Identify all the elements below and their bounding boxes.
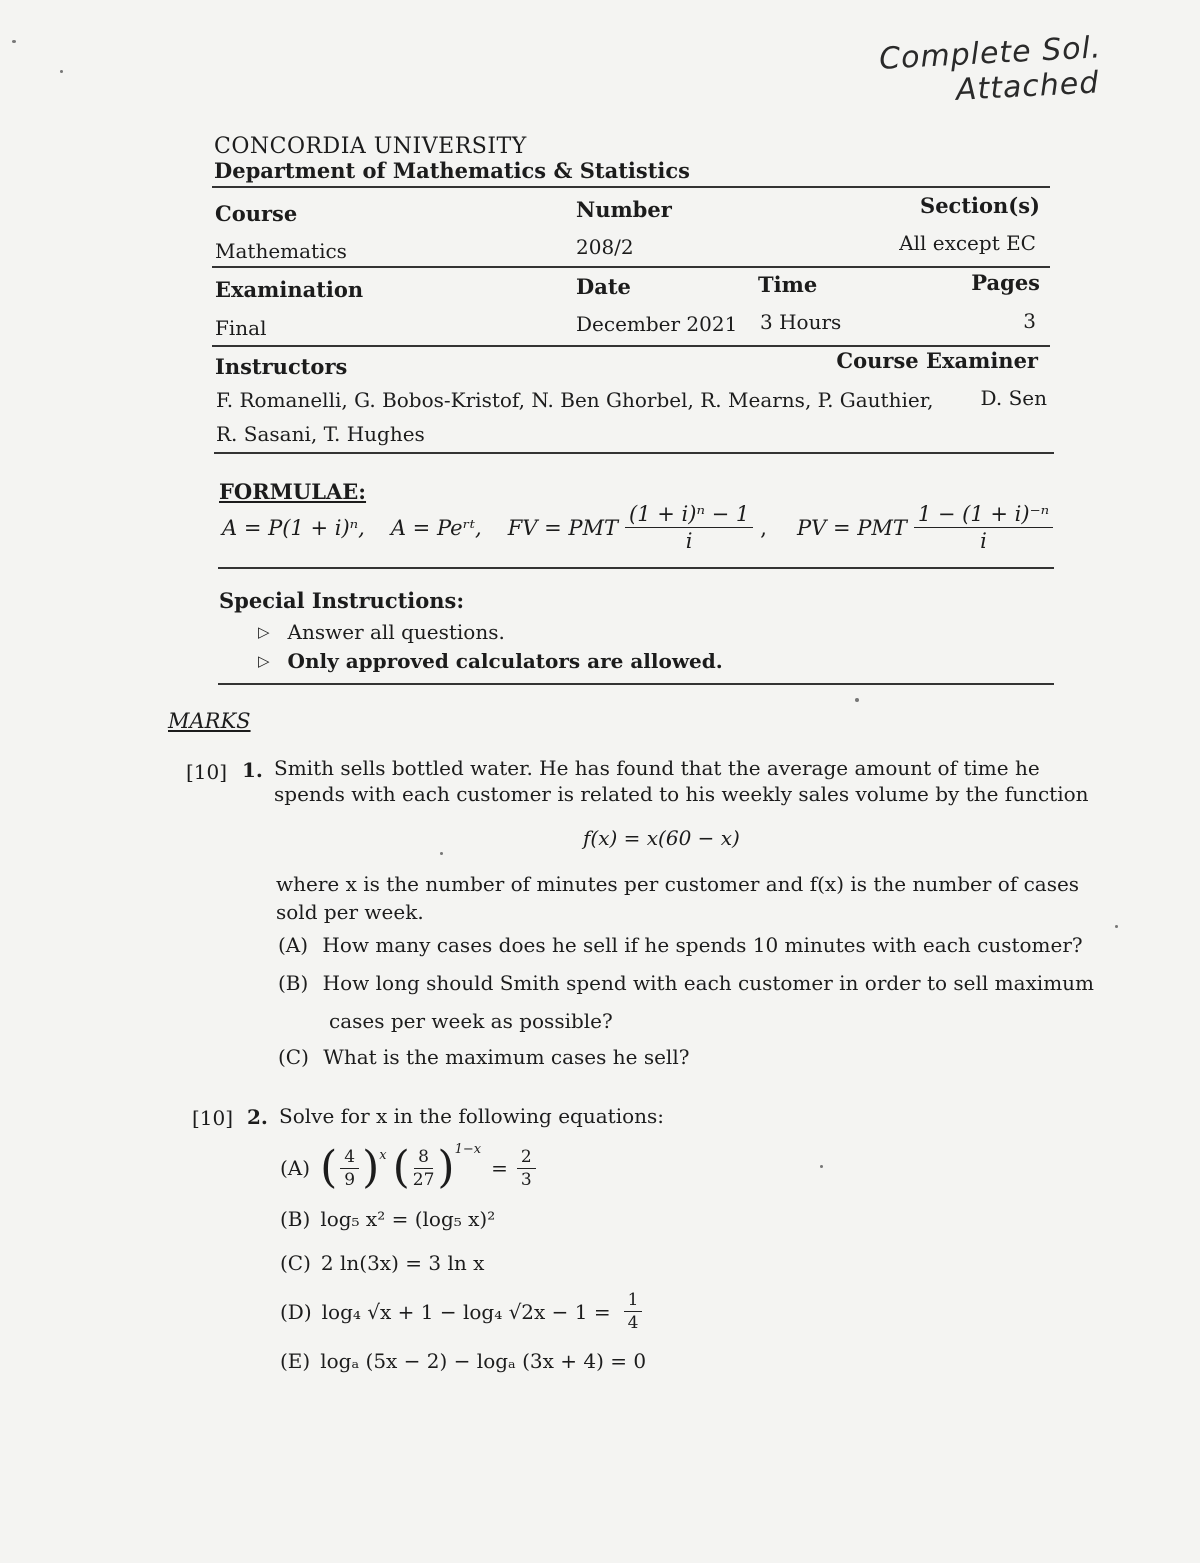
q1-part-c <box>278 1043 689 1071</box>
sections-value: All except EC <box>899 231 1036 255</box>
divider <box>218 567 1054 569</box>
q2-part-d <box>280 1290 645 1333</box>
formula-pv-lhs: PV = PMT <box>796 515 907 540</box>
examination-value: Final <box>215 316 267 340</box>
q1-where-line1: where x is the number of minutes per customer and f(x) is the number of cases <box>276 872 1080 896</box>
denominator: 4 <box>627 1313 639 1333</box>
university-name: CONCORDIA UNIVERSITY <box>214 134 527 159</box>
number-value: 208/2 <box>576 235 634 259</box>
q1-part-b <box>278 969 1094 997</box>
formula-compound: A = P(1 + i)ⁿ, <box>222 515 365 540</box>
pages-label: Pages <box>971 270 1040 295</box>
equation: log₄ √x + 1 − log₄ √2x − 1 = <box>321 1299 611 1324</box>
q1-text-line1: Smith sells bottled water. He has found that the average amount of time he <box>274 756 1040 780</box>
time-label: Time <box>758 272 818 297</box>
paren-open: ( <box>320 1142 338 1193</box>
instruction-item <box>258 620 505 644</box>
pages-value: 3 <box>1023 309 1036 333</box>
q2-part-c <box>280 1251 484 1275</box>
examiner-value: D. Sen <box>980 386 1047 410</box>
part-text: How many cases does he sell if he spends 10 minutes with each customer? <box>322 933 1083 957</box>
instructors-line2: R. Sasani, T. Hughes <box>216 422 425 446</box>
pv-denominator: i <box>980 529 987 553</box>
divider <box>218 683 1054 685</box>
course-label: Course <box>215 201 298 226</box>
divider <box>212 186 1050 188</box>
scan-speck <box>1115 925 1118 928</box>
equation: log₅ x² = (log₅ x)² <box>320 1207 496 1231</box>
department-name: Department of Mathematics & Statistics <box>214 158 690 183</box>
denominator: 9 <box>344 1169 356 1190</box>
handwritten-note-line2: Attached <box>955 65 1101 108</box>
part-text: How long should Smith spend with each customer in order to sell maximum <box>322 971 1094 995</box>
bullet-icon: ▷ <box>258 652 270 670</box>
exponent: 1−x <box>454 1142 482 1157</box>
instruction-text: Only approved calculators are allowed. <box>287 649 723 673</box>
handwritten-note <box>878 30 1104 112</box>
denominator: 27 <box>412 1169 435 1190</box>
fraction <box>624 1290 643 1333</box>
date-label: Date <box>576 274 631 299</box>
numerator: 2 <box>517 1147 536 1169</box>
scan-speck <box>855 698 859 702</box>
divider <box>212 345 1050 347</box>
q1-equation: f(x) = x(60 − x) <box>583 826 740 850</box>
part-label: (D) <box>280 1299 312 1324</box>
q1-part-b-line2: cases per week as possible? <box>329 1009 613 1033</box>
paren-open: ( <box>392 1142 410 1193</box>
sections-label: Section(s) <box>920 193 1040 218</box>
part-label: (B) <box>280 1207 311 1231</box>
q2-number: 2. <box>247 1105 268 1129</box>
scan-speck <box>12 40 16 43</box>
fv-numerator: (1 + i)ⁿ − 1 <box>625 502 753 528</box>
scan-speck <box>440 852 443 855</box>
formula-continuous: A = Peʳᵗ, <box>390 515 482 540</box>
number-label: Number <box>576 197 672 222</box>
examination-label: Examination <box>215 277 364 302</box>
examiner-label: Course Examiner <box>836 348 1038 373</box>
part-label: (B) <box>278 971 309 995</box>
formula-fv-lhs: FV = PMT <box>507 515 619 540</box>
handwritten-note-line1: Complete Sol. <box>878 30 1103 77</box>
equation: logₐ (5x − 2) − logₐ (3x + 4) = 0 <box>320 1349 647 1373</box>
q1-marks: [10] <box>186 760 228 784</box>
q1-text-line2: spends with each customer is related to his weekly sales volume by the function <box>274 782 1089 806</box>
q2-text: Solve for x in the following equations: <box>279 1104 665 1128</box>
instruction-item <box>258 649 723 673</box>
fraction <box>517 1147 536 1190</box>
scan-speck <box>60 70 63 73</box>
part-label: (A) <box>280 1156 311 1180</box>
part-label: (E) <box>280 1349 311 1373</box>
q1-number: 1. <box>242 758 263 782</box>
equals: = <box>491 1156 508 1180</box>
formula-pv-fraction <box>914 502 1053 553</box>
instructors-line1: F. Romanelli, G. Bobos-Kristof, N. Ben Ghorbel, R. Mearns, P. Gauthier, <box>216 388 934 412</box>
instructors-label: Instructors <box>215 354 348 379</box>
formulae-title: FORMULAE: <box>219 479 367 504</box>
pv-numerator: 1 − (1 + i)⁻ⁿ <box>914 502 1053 528</box>
numerator: 4 <box>340 1147 359 1169</box>
part-label: (C) <box>280 1251 311 1275</box>
formulae-row <box>222 502 1056 553</box>
q2-part-b <box>280 1207 495 1231</box>
numerator: 1 <box>624 1290 643 1312</box>
part-text: What is the maximum cases he sell? <box>323 1045 690 1069</box>
marks-label: MARKS <box>168 709 251 733</box>
fraction <box>340 1147 359 1190</box>
divider <box>212 266 1050 268</box>
paren-close: ) <box>437 1142 455 1193</box>
equation: 2 ln(3x) = 3 ln x <box>320 1251 485 1275</box>
date-value: December 2021 <box>576 312 738 336</box>
fraction <box>413 1147 435 1190</box>
course-value: Mathematics <box>215 239 347 263</box>
formula-fv-fraction <box>625 502 753 553</box>
q2-part-e <box>280 1349 646 1373</box>
instructions-title: Special Instructions: <box>219 588 465 613</box>
part-label: (C) <box>278 1045 309 1069</box>
scan-speck <box>820 1165 823 1168</box>
formula-separator: , <box>760 515 767 540</box>
time-value: 3 Hours <box>760 310 842 334</box>
q2-marks: [10] <box>192 1106 234 1130</box>
paren-close: ) <box>362 1142 380 1193</box>
q1-part-a <box>278 931 1083 959</box>
fv-denominator: i <box>685 529 693 553</box>
exponent: x <box>379 1148 387 1163</box>
bullet-icon: ▷ <box>258 623 270 641</box>
part-label: (A) <box>278 933 309 957</box>
instruction-text: Answer all questions. <box>287 620 505 644</box>
denominator: 3 <box>520 1169 532 1190</box>
q1-where-line2: sold per week. <box>276 900 424 924</box>
numerator: 8 <box>414 1147 433 1169</box>
divider <box>214 452 1054 454</box>
q2-part-a <box>280 1142 539 1193</box>
